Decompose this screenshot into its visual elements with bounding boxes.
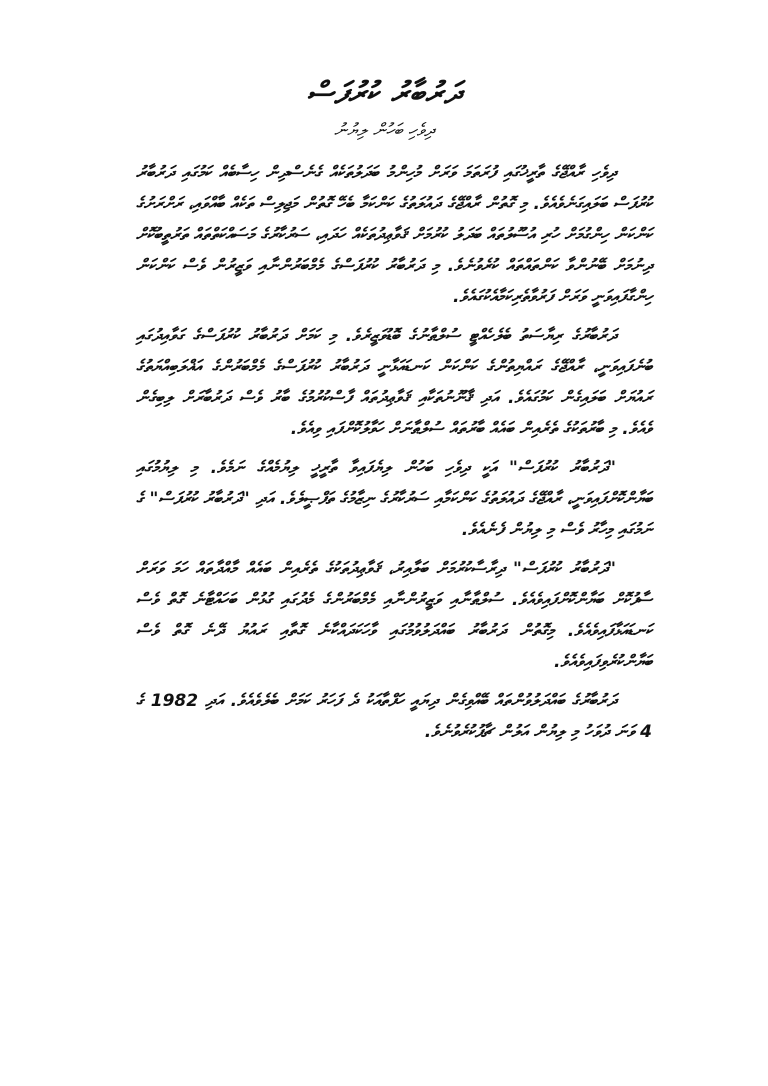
document-byline: ދިވެހި ބަހުން ލިޔުނު [334,120,434,141]
document-title: ދަރުބާރު ކުރުފަސް [306,76,462,111]
paragraph-5: ދަރުބާރުގެ ބައްދަލުވުންތައް ބޭއްވިގެން ދިޔައީ ހަފްތާއަކު ދެ ފަހަރު ކަމަށް ބެލެވެއެވެ. އަދި 1982 ގެ 4 ވަނަ ދުވަހު މި ލިޔުން އަލުން ޗާޕުކުރެވުނެވެ. [136,691,652,742]
paragraph-1: ދިވެހި ރާއްޖޭގެ ތާރީޚުގައި ފުރަތަމަ ވަރަށް މުހިންމު ބަދަލުތަކެއް ގެނެސްދިން ހިސާބެއް ކަމުގައި ދަރުބާރު ކުރުފަސް ބަލައިގަނެވެއެވެ. މި ގޮތުން ރާއްޖޭގެ ދައުލަތުގެ ކަންކަމާ ބެހޭ ގޮތުން މަޖިލިސް ތަކެއް ބާއްވައި، ރަށްރަށުގެ ކަންކަން ހިންގުމަށް ހުރި އުސޫލުތައް ބަދަލު ކުރުމަށް ޤަވާޢިދުތަކެއް ހަދައި، ސަރުކާރުގެ މަސައްކަތްތައް ތަރުތީބުކޮށް ދިނުމަށް ބޭނުންވާ ކަންތައްތައް ކުރެވުނެވެ. މި ދަރުބާރު ކުރުފަސްގެ މެމްބަރުންނާއި ވަޒީރުން ވެސް ކަންކަން ހިންގާފައިވަނީ ވަރަށް ފަރުވާތެރިކަމާއެކުގައެވެ. [136,163,652,307]
paragraph-4: "ދަރުބާރު ކުރުފަސް" ދިރާސާކުރުމަށް ބަލާއިރު، ޤަވާޢިދުތަކުގެ ތެރެއިން ބައެއް މާއްދާތައް ހަމަ ވަރަށް ސާފުކޮށް ބަޔާންކޮށްފައިވެއެވެ. ސުލްޠާނާއި ވަޒީރުންނާއި މެމްބަރުންގެ މެދުގައި ގުޅުން ބަހައްޓާނެ ގޮތް ވެސް ކަނޑައަޅާފައިވެއެވެ. މިގޮތުން ދަރުބާރު ބައްދަލުވުމުގައި ވާހަކަދައްކާނެ ގޮތާއި ރައުޔު ދޭނެ ގޮތް ވެސް ބަޔާންކުރެވިފައިވެއެވެ. [136,559,652,672]
document-body [136,158,652,756]
paragraph-2: ދަރުބާރުގެ ރިޔާސަތު ބެލެހެއްޓީ ސުލްޠާނުގެ ބޮޑުވަޒީރެވެ. މި ކަމަށް ދަރުބާރު ކުރުފަސްގެ ގަވާއިދުގައި ބުނެފައިވަނީ، ރާއްޖޭގެ ރައްޔިތުންގެ ކަންކަން ކަނޑައަޅާނީ ދަރުބާރު ކުރުފަސްގެ މެމްބަރުންގެ އަޣްލަބިއްޔަތުގެ ރައުޔަށް ބަލައިގެން ކަމުގައެވެ. އަދި ޤާނޫނުތަކާއި ޤަވާޢިދުތައް ފާސްކުރުމުގެ ބާރު ވެސް ދަރުބާރަށް ލިބިގެން ވެއެވެ. މި ބާރުތަކުގެ ތެރެއިން ބައެއް ބާރުތައް ސުލްޠާނަށް ހަވާލުކޮށްފައި ވިއެވެ. [136,326,652,439]
paragraph-3: "ދަރުބާރު ކުރުފަސް" އަކީ ދިވެހި ބަހުން ލިޔެފައިވާ ތާރީޚީ ލިޔުމެއްގެ ނަމެވެ. މި ލިޔުމުގައި ބަޔާންކޮށްފައިވަނީ، ރާއްޖޭގެ ދައުލަތުގެ ކަންކަމާއި ސަރުކާރުގެ ނިޒާމުގެ ތަފްޞީލެވެ. އަދި "ދަރުބާރު ކުރުފަސް" ގެ ނަމުގައި މިހާރު ވެސް މި ލިޔުން ފެނެއެވެ. [136,458,652,540]
